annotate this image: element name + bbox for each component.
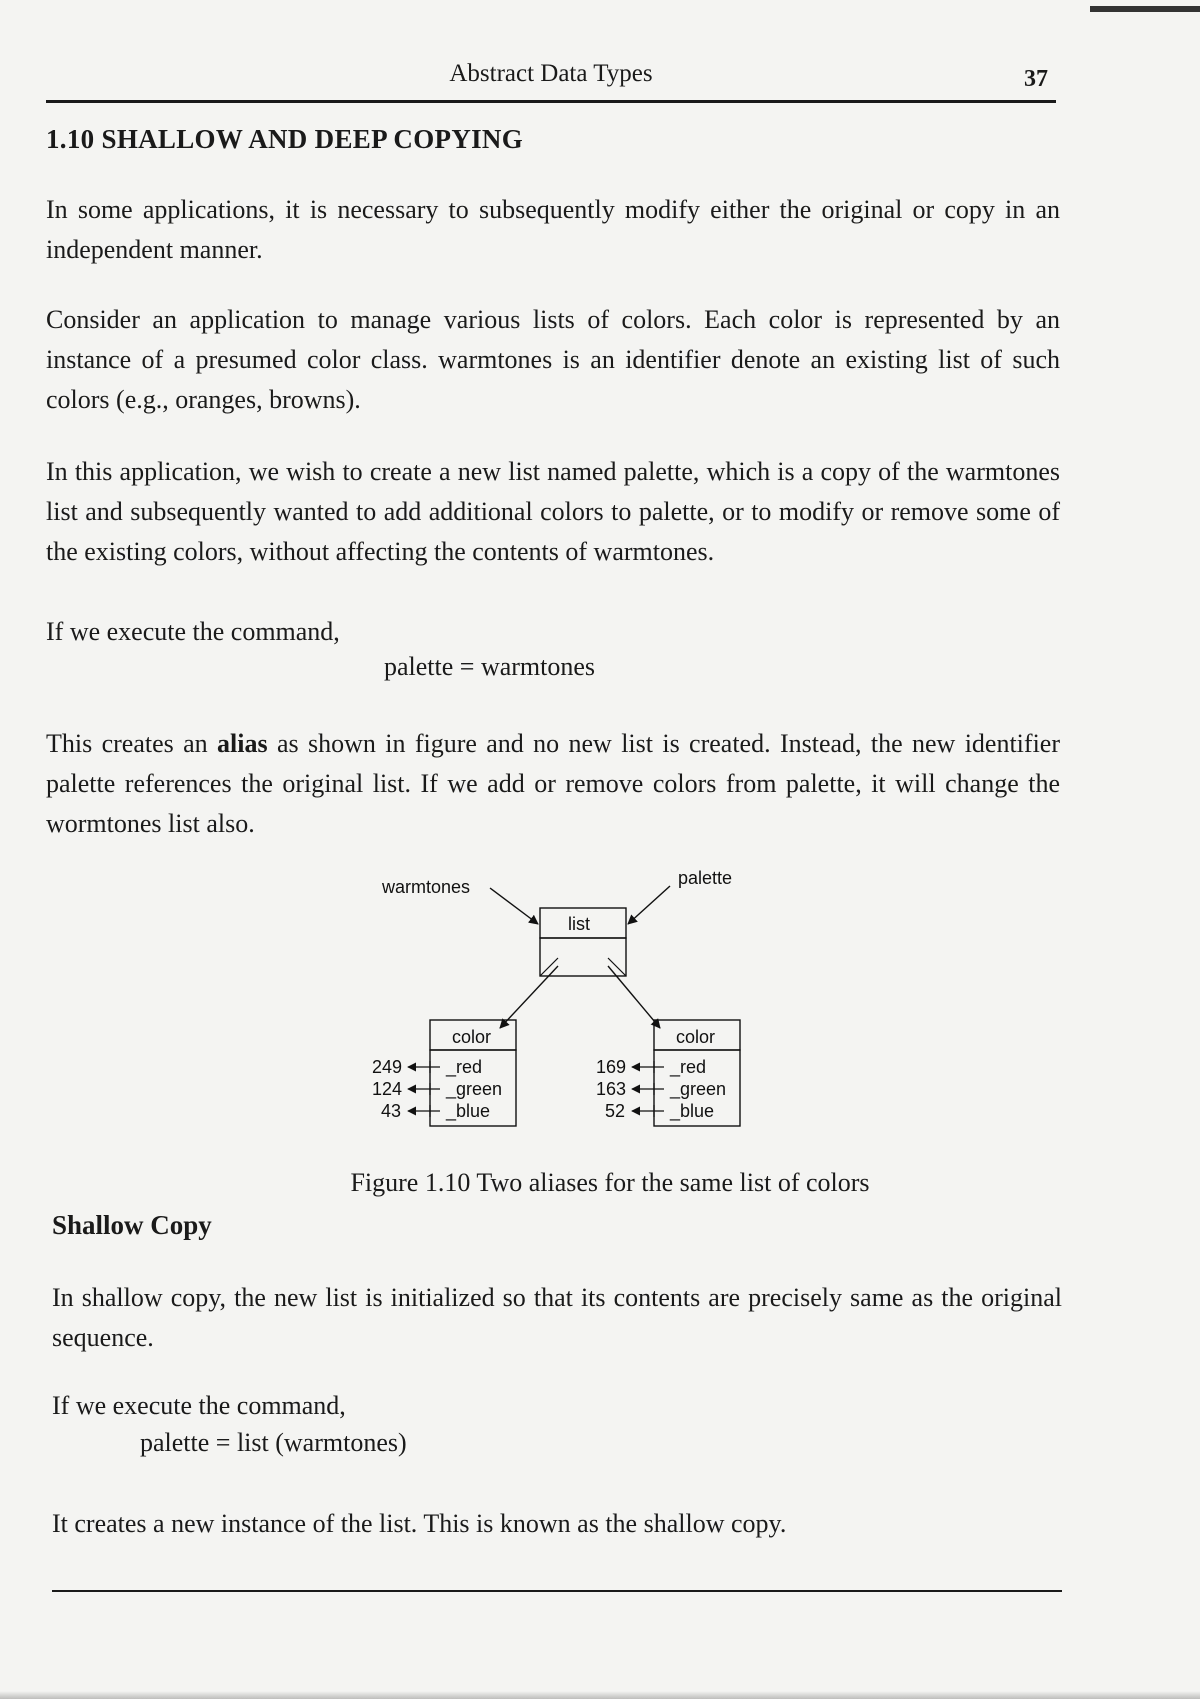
right-color-value-red: 169 [596, 1057, 627, 1077]
footer-rule [52, 1590, 1062, 1592]
list-body-box [540, 938, 626, 976]
page-edge-mark [1090, 6, 1200, 12]
palette-arrow [628, 886, 670, 924]
paragraph-shallow-copy: In shallow copy, the new list is initialized so that its contents are precisely same as the original sequence. [52, 1283, 1062, 1352]
alias-text-pre: This creates an [46, 729, 218, 758]
paragraph-execute-command: If we execute the command, [46, 617, 340, 646]
palette-label: palette [678, 868, 733, 888]
list-to-right-color-arrow [608, 966, 660, 1028]
left-color-field-red: _red [446, 1057, 483, 1077]
paragraph-palette-copy: In this application, we wish to create a new list named palette, which is a copy of the warmtones list and subsequently wanted to add additional colors to palette, or to modify or remove some of the existing colors, without affecting the contents of warmtones. [46, 457, 1060, 566]
shallow-copy-heading: Shallow Copy [52, 1210, 212, 1240]
right-color-field-red: _red [670, 1057, 707, 1077]
warmtones-label: warmtones [382, 877, 471, 897]
alias-diagram [360, 860, 760, 1140]
section-heading: 1.10 SHALLOW AND DEEP COPYING [46, 124, 524, 154]
list-label: list [568, 914, 590, 934]
page-bottom-shadow [0, 1691, 1200, 1699]
right-color-title: color [676, 1027, 716, 1047]
paragraph-alias-explanation [46, 724, 1060, 844]
paragraph-intro: In some applications, it is necessary to subsequently modify either the original or copy in an independent manner. [46, 195, 1060, 264]
code-alias-assignment: palette = warmtones [384, 652, 596, 681]
right-color-field-green: _green [670, 1079, 727, 1099]
left-color-field-blue: _blue [446, 1101, 491, 1121]
right-color-value-green: 163 [596, 1079, 627, 1099]
list-cell-slash-left [540, 958, 558, 976]
list-to-left-color-arrow [500, 966, 558, 1028]
paragraph-shallow-command: If we execute the command, [52, 1391, 346, 1420]
left-color-title: color [452, 1027, 492, 1047]
page-header [46, 56, 1056, 103]
running-header-title: Abstract Data Types [449, 60, 653, 87]
right-color-field-blue: _blue [670, 1101, 715, 1121]
left-color-value-green: 124 [372, 1079, 403, 1099]
alias-text-post: as shown in figure and no new list is created. Instead, the new identifier palette references the original list. If we add or remove colors from palette, it will change the wormtones list also. [46, 729, 1060, 838]
list-cell-slash-right [608, 958, 626, 976]
paragraph-color-app: Consider an application to manage various lists of colors. Each color is represented by an instance of a presumed color class. warmtones is an identifier denote an existing list of such colors (e.g., oranges, browns). [46, 305, 1060, 414]
page-number: 37 [1024, 66, 1048, 92]
left-color-field-green: _green [446, 1079, 503, 1099]
paragraph-shallow-result: It creates a new instance of the list. This is known as the shallow copy. [52, 1509, 787, 1538]
left-color-value-blue: 43 [381, 1101, 402, 1121]
warmtones-arrow [490, 888, 538, 924]
code-shallow-assignment: palette = list (warmtones) [140, 1428, 407, 1457]
figure-caption: Figure 1.10 Two aliases for the same list of colors [350, 1168, 870, 1197]
alias-term: alias [217, 729, 268, 758]
right-color-value-blue: 52 [605, 1101, 626, 1121]
left-color-value-red: 249 [372, 1057, 403, 1077]
